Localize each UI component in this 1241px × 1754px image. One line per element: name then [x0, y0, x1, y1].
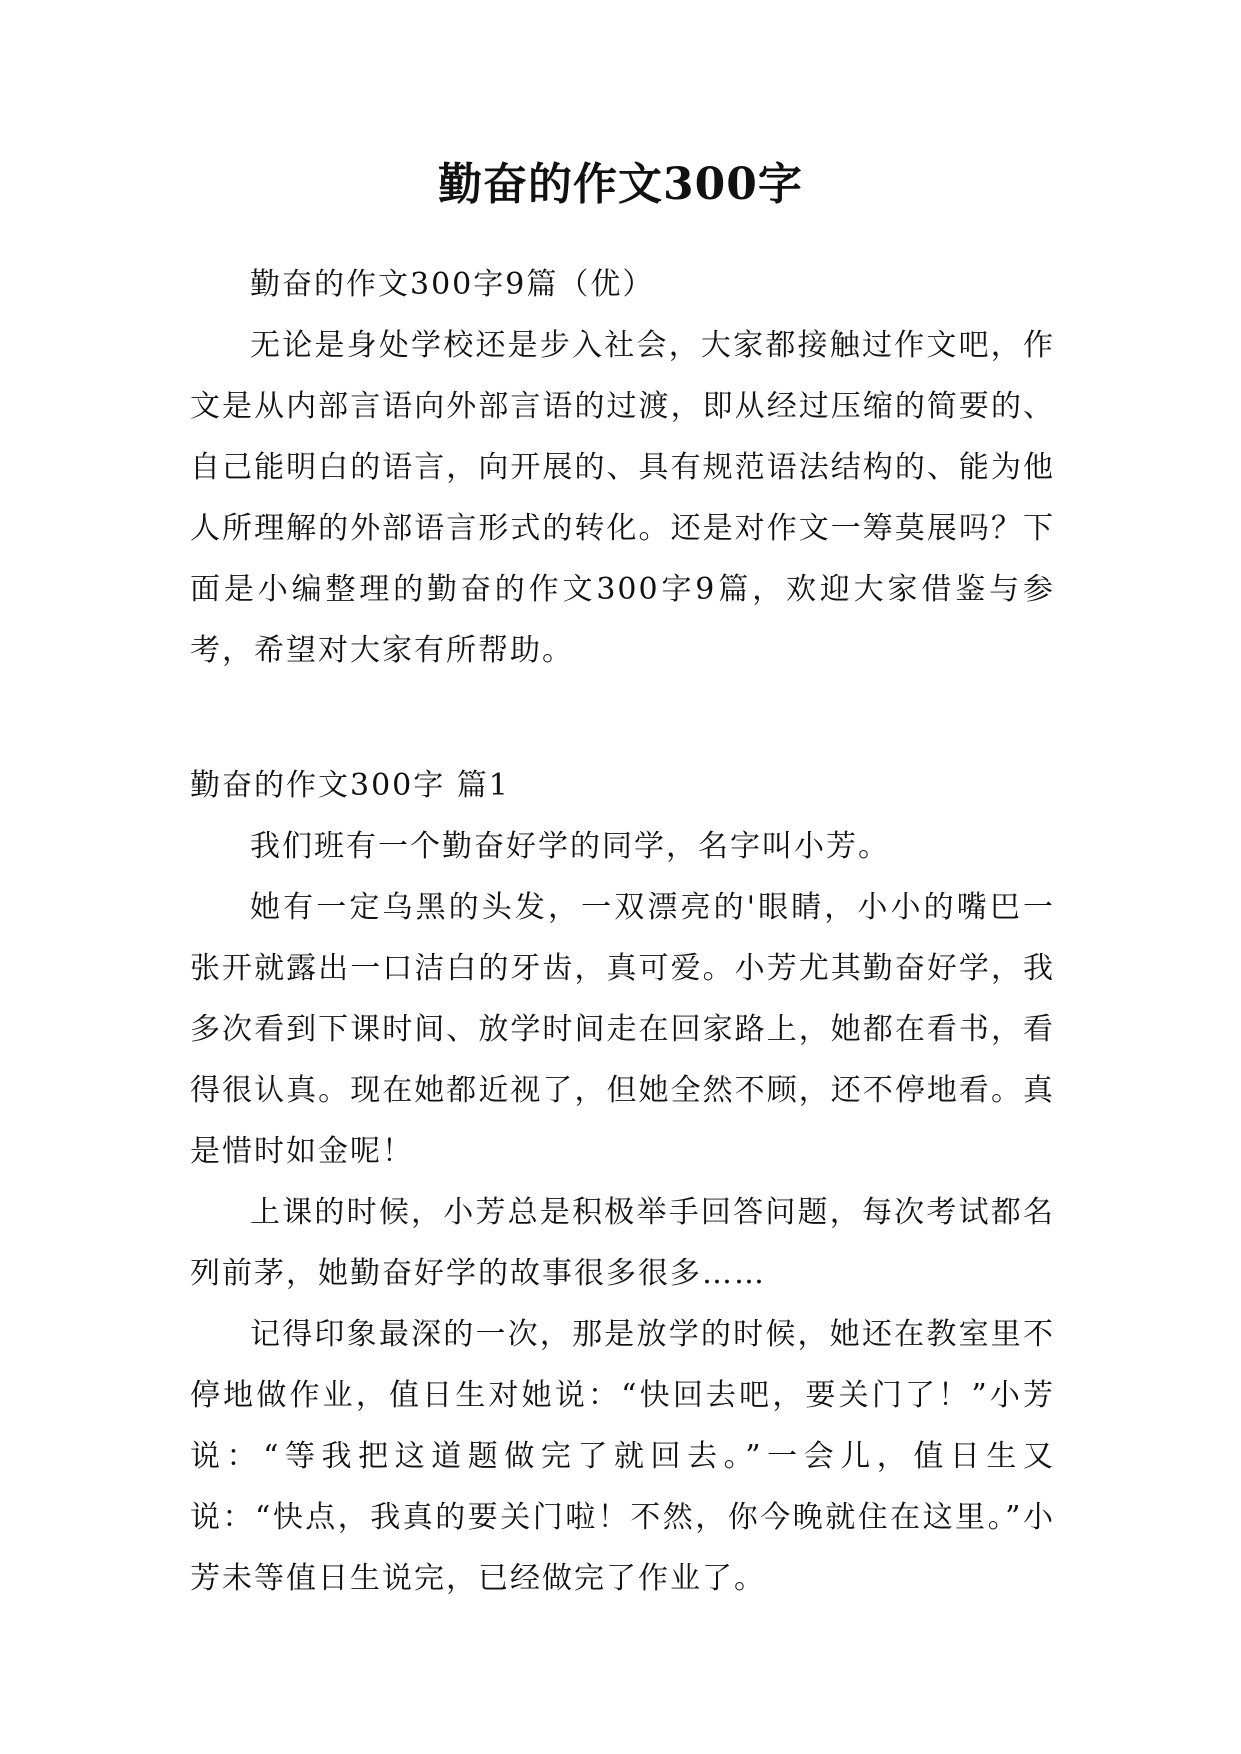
intro-block [190, 254, 1055, 681]
section-paragraph: 上课的时候，小芳总是积极举手回答问题，每次考试都名列前茅，她勤奋好学的故事很多很多…… [190, 1195, 1055, 1291]
section-heading: 勤奋的作文300字 篇1 [190, 768, 510, 803]
section-block [190, 755, 1055, 1609]
intro-paragraph: 无论是身处学校还是步入社会，大家都接触过作文吧，作文是从内部言语向外部言语的过渡，即从经过压缩的简要的、自己能明白的语言，向开展的、具有规范语法结构的、能为他人所理解的外部语言形式的转化。还是对作文一筹莫展吗？下面是小编整理的勤奋的作文300字9篇，欢迎大家借鉴与参考，希望对大家有所帮助。 [190, 328, 1055, 668]
section-paragraph: 我们班有一个勤奋好学的同学，名字叫小芳。 [250, 829, 890, 864]
document-title: 勤奋的作文300字 [438, 159, 803, 210]
section-paragraph: 她有一定乌黑的头发，一双漂亮的'眼睛，小小的嘴巴一张开就露出一口洁白的牙齿，真可爱。小芳尤其勤奋好学，我多次看到下课时间、放学时间走在回家路上，她都在看书，看得很认真。现在她都近视了，但她全然不顾，还不停地看。真是惜时如金呢！ [190, 890, 1055, 1169]
section-paragraph: 记得印象最深的一次，那是放学的时候，她还在教室里不停地做作业，值日生对她说：“快回去吧，要关门了！”小芳说：“等我把这道题做完了就回去。”一会儿，值日生又说：“快点，我真的要关门啦！不然，你今晚就住在这里。”小芳未等值日生说完，已经做完了作业了。 [190, 1317, 1055, 1596]
document-subtitle: 勤奋的作文300字9篇（优） [250, 267, 655, 302]
